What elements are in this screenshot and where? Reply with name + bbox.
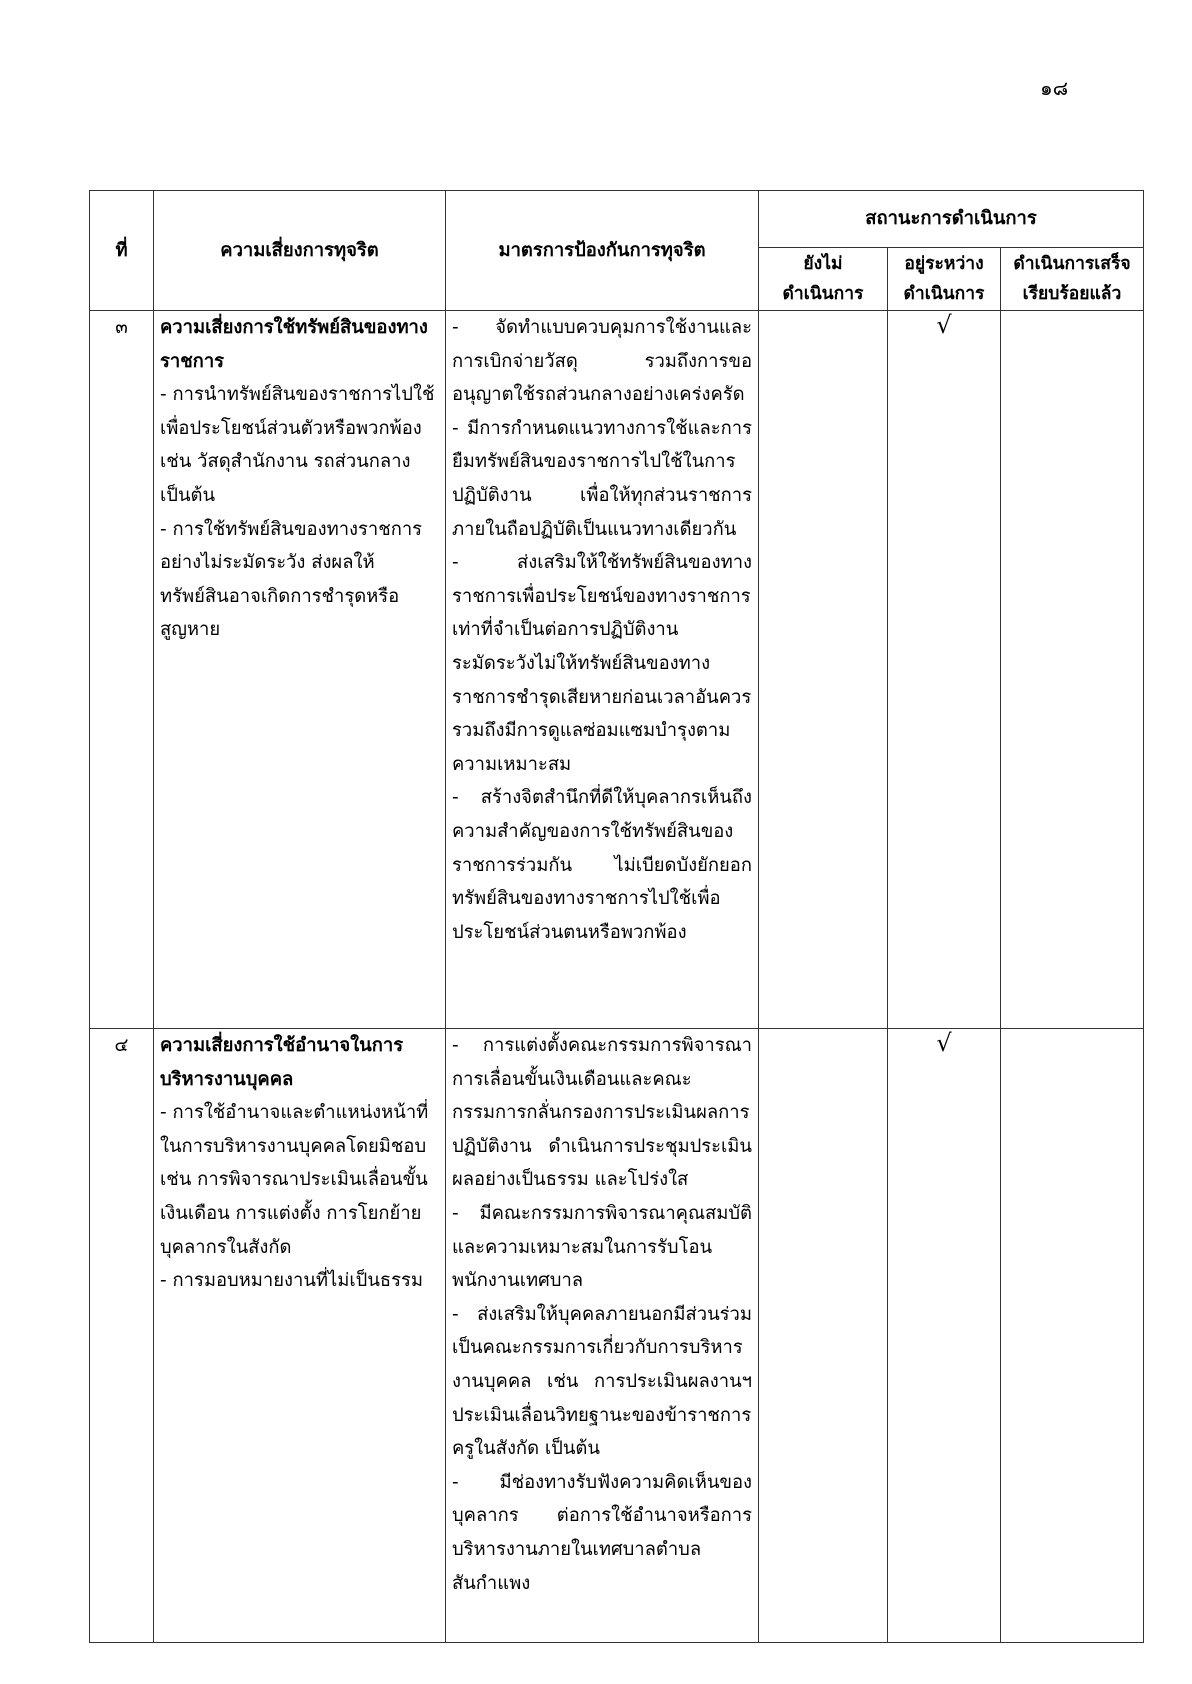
measure-item: - มีการกำหนดแนวทางการใช้และการยืมทรัพย์สินของราชการไปใช้ในการปฏิบัติงาน เพื่อให้ทุกส่วนราชการภายในถือปฏิบัติเป็นแนวทางเดียวกัน xyxy=(452,417,752,540)
header-status-done-line2: เรียบร้อยแล้ว xyxy=(1022,284,1122,304)
status-in-progress-checkmark: √ xyxy=(888,1029,1001,1643)
risk-line: - การมอบหมายงานที่ไม่เป็นธรรม xyxy=(160,1270,424,1292)
header-status-done xyxy=(1001,248,1144,311)
measure-cell xyxy=(446,1029,759,1643)
risk-line: - การใช้ทรัพย์สินของทางราชการอย่างไม่ระมัดระวัง ส่งผลให้ทรัพย์สินอาจเกิดการชำรุดหรือสูญหาย xyxy=(160,518,423,641)
risk-table xyxy=(89,190,1144,1643)
header-measure: มาตรการป้องกันการทุจริต xyxy=(446,191,759,311)
status-not-started-cell xyxy=(759,1029,888,1643)
measure-item: - ส่งเสริมให้ใช้ทรัพย์สินของทางราชการเพื่อประโยชน์ของทางราชการเท่าที่จำเป็นต่อการปฏิบัติงาน ระมัดระวังไม่ให้ทรัพย์สินของทางราชการชำรุดเสียหายก่อนเวลาอันควร รวมถึงมีการดูแลซ่อมแซมบำรุงตามความเหมาะสม xyxy=(452,552,752,775)
header-status-done-line1: ดำเนินการเสร็จ xyxy=(1013,254,1131,274)
measure-item: - มีคณะกรรมการพิจารณาคุณสมบัติและความเหมาะสมในการรับโอนพนักงานเทศบาล xyxy=(452,1202,752,1292)
header-status-not-started xyxy=(759,248,888,311)
measure-item: - การแต่งตั้งคณะกรรมการพิจารณาการเลื่อนขั้นเงินเดือนและคณะกรรมการกลั่นกรองการประเมินผลการปฏิบัติงาน ดำเนินการประชุมประเมินผลอย่างเป็นธรรม และโปร่งใส xyxy=(452,1035,752,1191)
measure-item: - ส่งเสริมให้บุคคลภายนอกมีส่วนร่วมเป็นคณะกรรมการเกี่ยวกับการบริหารงานบุคคล เช่น การประเมินผลงานฯ ประเมินเลื่อนวิทยฐานะของข้าราชการครูในสังกัด เป็นต้น xyxy=(452,1303,752,1460)
status-not-started-cell xyxy=(759,311,888,1029)
risk-title: ความเสี่ยงการใช้อำนาจในการบริหารงานบุคคล xyxy=(160,1035,404,1090)
measure-cell xyxy=(446,311,759,1029)
status-done-cell xyxy=(1001,1029,1144,1643)
header-status-in-progress-line1: อยู่ระหว่าง xyxy=(904,254,984,274)
header-no: ที่ xyxy=(90,191,154,311)
header-status: สถานะการดำเนินการ xyxy=(759,191,1144,248)
header-status-not-started-line1: ยังไม่ xyxy=(803,254,843,274)
risk-line: - การนำทรัพย์สินของราชการไปใช้เพื่อประโยชน์ส่วนตัวหรือพวกพ้อง เช่น วัสดุสำนักงาน รถส่วนกลาง เป็นต้น xyxy=(160,384,435,506)
row-number: ๓ xyxy=(90,311,154,1029)
status-in-progress-checkmark: √ xyxy=(888,311,1001,1029)
risk-cell xyxy=(154,1029,446,1643)
row-number: ๔ xyxy=(90,1029,154,1643)
header-status-not-started-line2: ดำเนินการ xyxy=(782,284,864,304)
measure-item: - มีช่องทางรับฟังความคิดเห็นของบุคลากร ต่อการใช้อำนาจหรือการบริหารงานภายในเทศบาลตำบลสันกำแพง xyxy=(452,1471,752,1594)
page-number: ๑๘ xyxy=(1040,76,1069,100)
header-status-in-progress-line2: ดำเนินการ xyxy=(903,284,985,304)
header-status-in-progress xyxy=(888,248,1001,311)
risk-title: ความเสี่ยงการใช้ทรัพย์สินของทางราชการ xyxy=(160,317,428,372)
risk-line: - การใช้อำนาจและตำแหน่งหน้าที่ในการบริหารงานบุคคลโดยมิชอบ เช่น การพิจารณาประเมินเลื่อนขั้นเงินเดือน การแต่งตั้ง การโยกย้ายบุคลากรในสังกัด xyxy=(160,1102,429,1258)
risk-cell xyxy=(154,311,446,1029)
header-risk: ความเสี่ยงการทุจริต xyxy=(154,191,446,311)
measure-item: - สร้างจิตสำนึกที่ดีให้บุคลากรเห็นถึงความสำคัญของการใช้ทรัพย์สินของราชการร่วมกัน ไม่เบียดบังยักยอก ทรัพย์สินของทางราชการไปใช้เพื่อประโยชน์ส่วนตนหรือพวกพ้อง xyxy=(452,787,752,943)
table-row xyxy=(90,1029,1144,1643)
status-done-cell xyxy=(1001,311,1144,1029)
measure-item: - จัดทำแบบควบคุมการใช้งานและการเบิกจ่ายวัสดุ รวมถึงการขออนุญาตใช้รถส่วนกลางอย่างเคร่งครัด xyxy=(452,317,752,406)
table-row xyxy=(90,311,1144,1029)
